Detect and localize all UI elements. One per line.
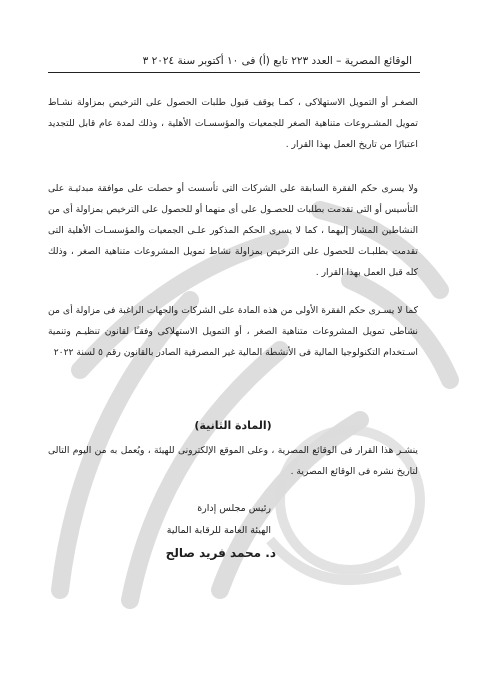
paragraph-1: الصغـر أو التمويل الاستهلاكى ، كمـا يوقف قبول طلبات الحصول على الترخيص بمزاولة نشـاط تمويل المشـروعات متناهية الصغر للجمعيات والمؤسسـات الأهلية ، وذلك لمدة عام قابل للتجديد اعتبارًا من تاريخ العمل بهذا القرار . <box>48 97 418 150</box>
paragraph-2: ولا يسرى حكم الفقرة السابقة على الشركات التى تأسست أو حصلت على موافقة مبدئيـة على التأسيس أو التى تقدمت بطلبات للحصـول على أى منهما أو للحصول على الترخيص بمزاولة أى من النشاطين المشار إليهما ، كما لا يسرى الحكم المذكور علـى الجمعيات والمؤسسـات الأهلية التى تقدمت بطلبـات للحصول على الترخيص بمزاولة نشاط تمويل المشروعات متناهية الصغر ، وذلك كله قبل العمل بهذا القرار . <box>48 183 418 278</box>
article-heading: (المادة الثانية) <box>194 419 272 432</box>
signature-title-line2: الهيئة العامة للرقابة المالية <box>166 525 271 536</box>
page-header: الوقائع المصرية – العدد ٢٢٣ تابع (أ) فى ١٠ أكتوبر سنة ٢٠٢٤ ٣ <box>142 55 412 67</box>
signature-name: د. محمد فريد صالح <box>165 546 276 560</box>
paragraph-3: كما لا يسـرى حكم الفقرة الأولى من هذه المادة على الشركات والجهات الراغبة فى مزاولة أى من نشاطى تمويل المشروعات متناهية الصغر ، أو التمويل الاستهلاكى وفقـًا لقانون تنظيـم وتنمية اسـتخدام التكنولوجيا المالية فى الأنشطة المالية غير المصرفية الصادر بالقانون رقم ٥ لسنة ٢٠٢٢ <box>48 305 418 358</box>
paragraph-4: ينشـر هذا القرار فى الوقائع المصرية ، وعلى الموقع الإلكترونى للهيئة ، ويُعمل به من اليوم التالى لتاريخ نشره فى الوقائع المصرية . <box>48 445 418 477</box>
header-divider <box>48 72 420 73</box>
signature-title-line1: رئيس مجلس إدارة <box>197 503 271 514</box>
